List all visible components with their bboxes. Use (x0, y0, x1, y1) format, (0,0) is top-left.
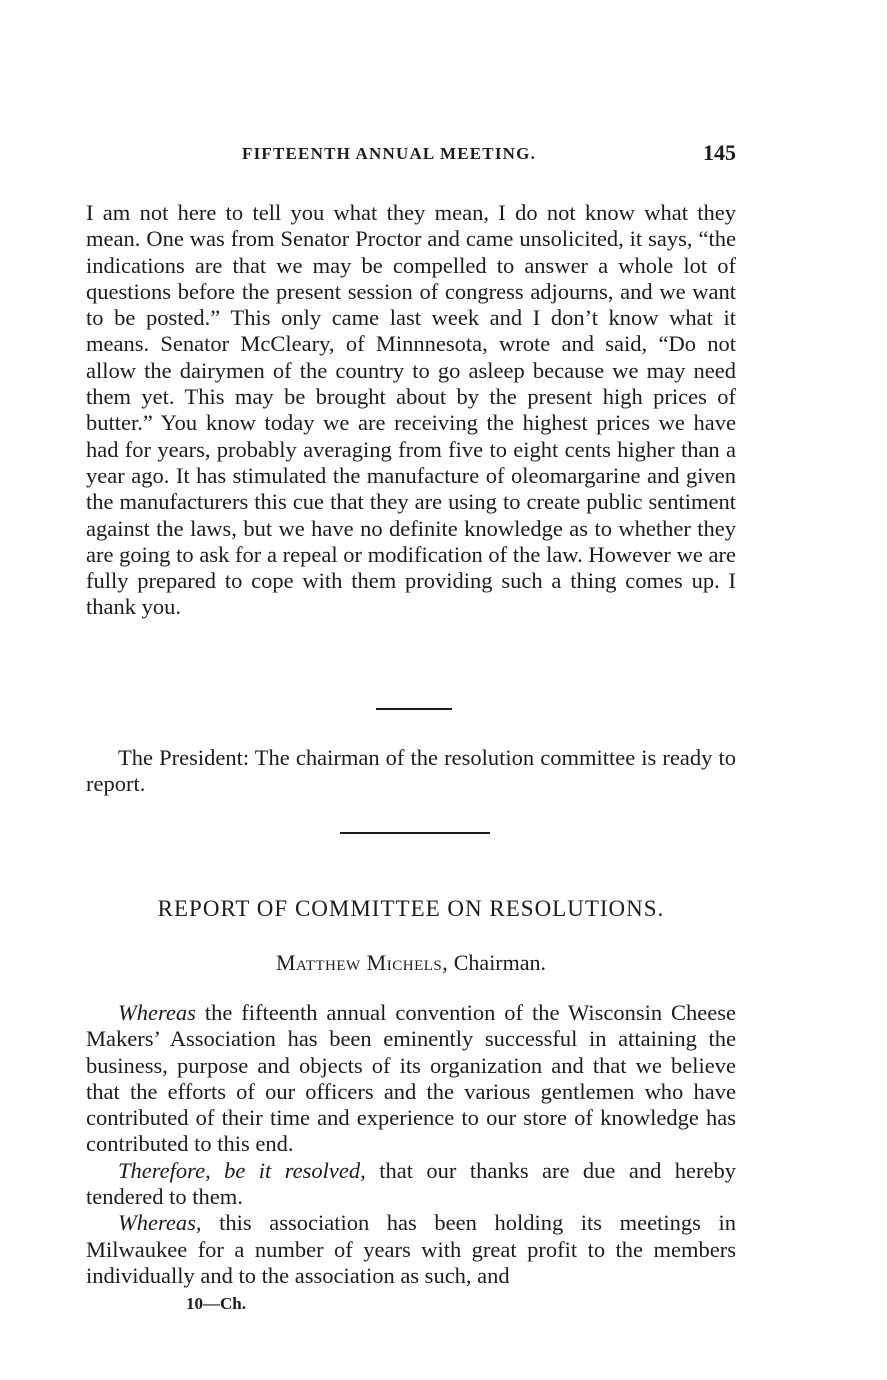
signature-mark: 10—Ch. (186, 1294, 246, 1313)
speech-paragraph (86, 200, 736, 621)
section-divider-2 (340, 832, 490, 834)
page-number: 145 (703, 140, 736, 165)
running-header (86, 140, 736, 170)
whereas-paragraph-2 (86, 1210, 736, 1289)
whereas-lead-2: Whereas, (118, 1210, 202, 1236)
resolutions-body (86, 1000, 736, 1289)
whereas-text-1: the fifteenth annual convention of the Wisconsin Cheese Makers’ Association has been eminently successful in attaining the business, purpose and objects of its organization and that we believe that the efforts of our officers and the various gentlemen who have contributed of their time and experience to our store of knowledge has contributed to this end. (86, 1000, 736, 1157)
whereas-paragraph-1 (86, 1000, 736, 1158)
running-title: FIFTEENTH ANNUAL MEETING. (242, 144, 537, 163)
section-divider (376, 708, 452, 710)
resolved-lead: Therefore, be it resolved, (118, 1157, 366, 1183)
chairman-name: Matthew Michels, (275, 950, 449, 975)
president-remark: The President: The chairman of the resolution committee is ready to report. (86, 745, 736, 797)
whereas-text-2: this association has been holding its meetings in Milwaukee for a number of years with great profit to the members individually and to the association as such, and (86, 1210, 736, 1288)
resolved-paragraph (86, 1158, 736, 1211)
speech-text: I am not here to tell you what they mean, I do not know what they mean. One was from Senator Proctor and came unsolicited, it says, “the indications are that we may be compelled to answer a whole lot of questions before the present session of congress adjourns, and we want to be posted.” This only came last week and I don’t know what it means. Senator McCleary, of Minnnesota, wrote and said, “Do not allow the dairymen of the country to go asleep because we may need them yet. This may be brought about by the present high prices of butter.” You know today we are receiving the highest prices we have had for years, probably averaging from five to eight cents higher than a year ago. It has stimulated the manufacture of oleomargarine and given the manufacturers this cue that they are using to create public sentiment against the laws, but we have no definite knowledge as to whether they are going to ask for a repeal or modification of the law. However we are fully prepared to cope with them providing such a thing comes up. I thank you. (86, 200, 736, 620)
chairman-role: Chairman. (448, 950, 547, 975)
whereas-lead-1: Whereas (118, 1000, 196, 1025)
chairman-line (86, 950, 736, 976)
resolved-text: that our thanks are due and hereby tendered to them. (86, 1157, 736, 1210)
president-paragraph (86, 745, 736, 798)
report-heading: REPORT OF COMMITTEE ON RESOLUTIONS. (157, 896, 665, 921)
